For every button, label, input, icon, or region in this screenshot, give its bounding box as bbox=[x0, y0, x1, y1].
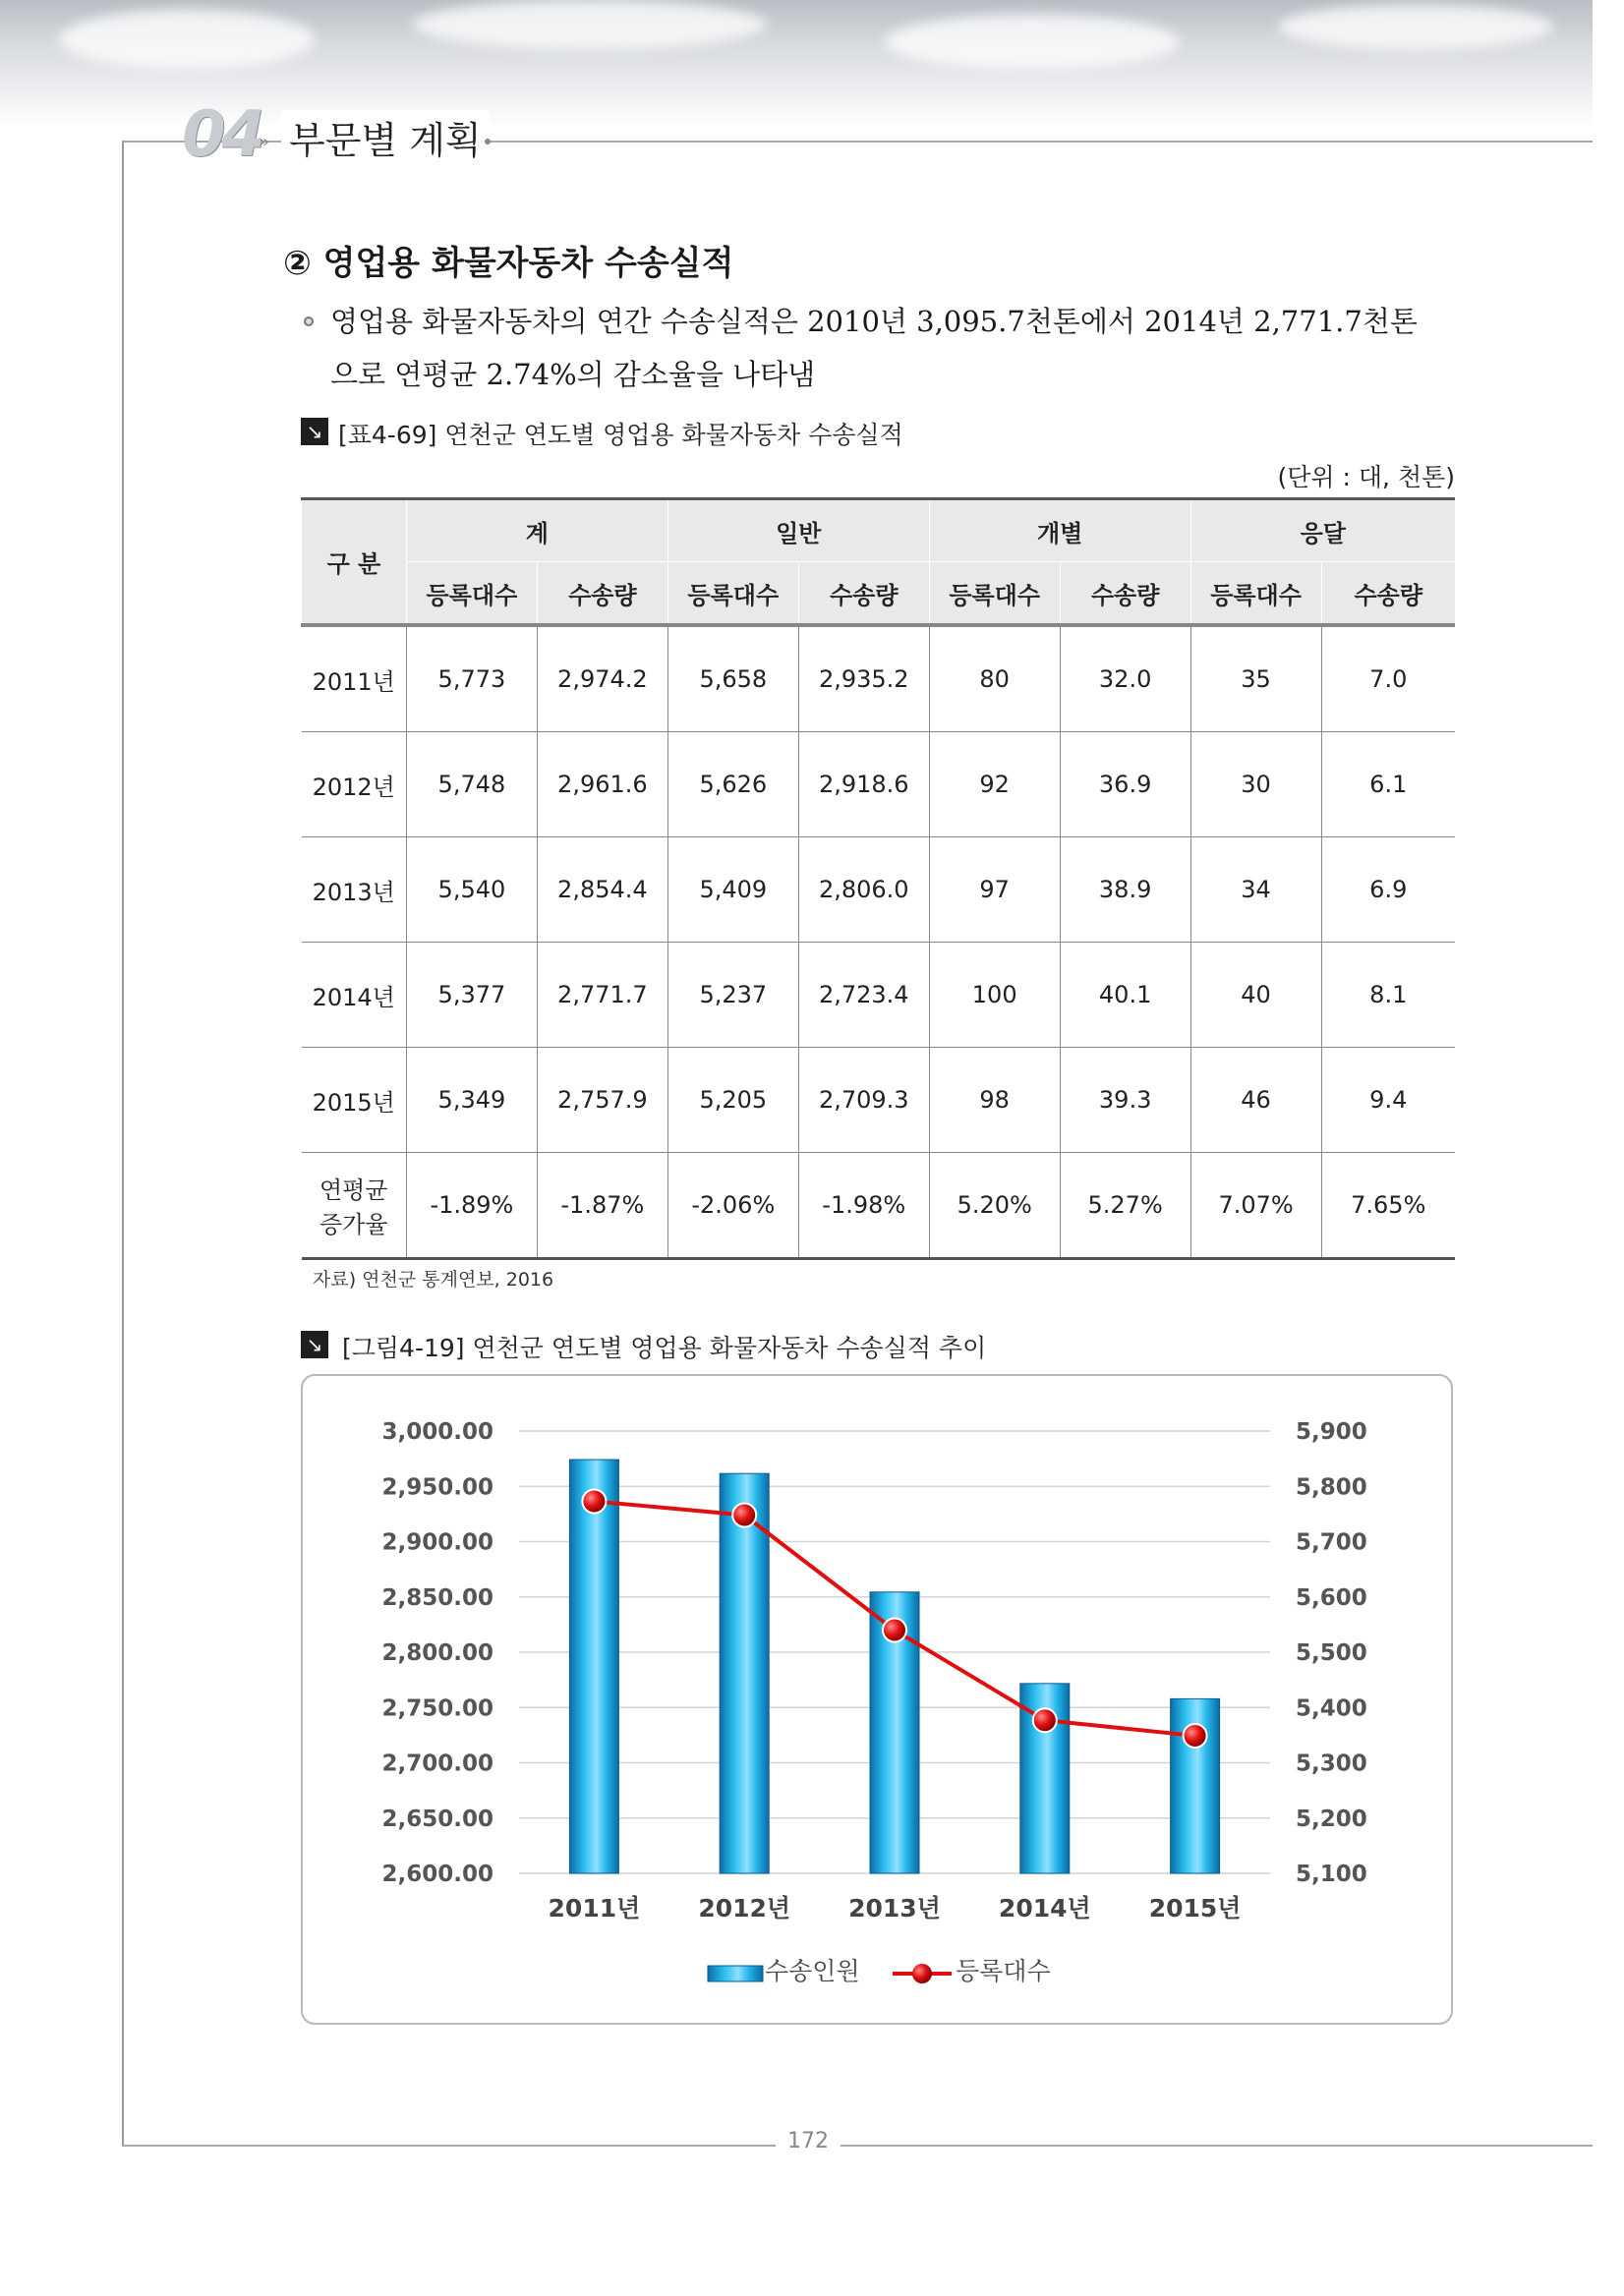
table-cell: 5.20% bbox=[929, 1153, 1060, 1259]
y-right-tick-label: 5,200 bbox=[1296, 1806, 1367, 1832]
line-point-등록대수 bbox=[883, 1619, 906, 1642]
sub-header: 수송량 bbox=[537, 562, 667, 626]
bullet-line-1: 영업용 화물자동차의 연간 수송실적은 2010년 3,095.7천톤에서 2014년 2,771.7천톤 bbox=[330, 305, 1418, 338]
y-left-tick-label: 2,600.00 bbox=[381, 1862, 493, 1887]
table-cell: 2,771.7 bbox=[537, 943, 667, 1048]
bullet-line-2: 으로 연평균 2.74%의 감소율을 나타냄 bbox=[330, 358, 816, 391]
frame-bottom-line-left bbox=[122, 2145, 776, 2147]
table-cell: 80 bbox=[929, 625, 1060, 732]
frame-left-line bbox=[122, 141, 124, 2146]
legend-label: 수송인원 bbox=[765, 1957, 860, 1985]
bar-수송인원 bbox=[569, 1460, 618, 1873]
bullet-icon bbox=[304, 316, 314, 326]
table-cell: 2,918.6 bbox=[798, 732, 929, 837]
sub-header: 등록대수 bbox=[929, 562, 1060, 626]
table-cell: 7.0 bbox=[1321, 625, 1455, 732]
table-cell: 7.65% bbox=[1321, 1153, 1455, 1259]
table-cell: 36.9 bbox=[1060, 732, 1190, 837]
table-row bbox=[302, 1153, 1456, 1259]
x-tick-label: 2012년 bbox=[698, 1894, 791, 1923]
legend-label: 등록대수 bbox=[956, 1957, 1051, 1985]
table-cell: 6.1 bbox=[1321, 732, 1455, 837]
y-right-tick-label: 5,700 bbox=[1296, 1529, 1367, 1556]
y-right-tick-label: 5,300 bbox=[1296, 1751, 1367, 1777]
bar-수송인원 bbox=[720, 1473, 769, 1873]
y-right-tick-label: 5,800 bbox=[1296, 1474, 1367, 1501]
line-point-등록대수 bbox=[1184, 1724, 1207, 1748]
sub-header: 등록대수 bbox=[667, 562, 798, 626]
table-cell: 100 bbox=[929, 943, 1060, 1048]
row-label: 2015년 bbox=[302, 1048, 407, 1153]
table-cell: 5,237 bbox=[667, 943, 798, 1048]
table-cell: 5,626 bbox=[667, 732, 798, 837]
row-label: 2011년 bbox=[302, 625, 407, 732]
table-cell: 5,773 bbox=[406, 625, 537, 732]
table-cell: 5,205 bbox=[667, 1048, 798, 1153]
table-cell: 5,409 bbox=[667, 837, 798, 943]
figure-caption: [그림4-19] 연천군 연도별 영업용 화물자동차 수송실적 추이 bbox=[342, 1334, 987, 1362]
group-header: 개별 bbox=[929, 499, 1190, 562]
table-cell: 2,935.2 bbox=[798, 625, 929, 732]
table-cell: 5,349 bbox=[406, 1048, 537, 1153]
table-source: 자료) 연천군 통계연보, 2016 bbox=[313, 1269, 554, 1291]
y-left-tick-label: 2,700.00 bbox=[381, 1751, 493, 1777]
chapter-dot-icon bbox=[485, 139, 491, 144]
row-label: 2014년 bbox=[302, 943, 407, 1048]
table-caption: [표4-69] 연천군 연도별 영업용 화물자동차 수송실적 bbox=[338, 421, 903, 449]
table-row bbox=[302, 837, 1456, 943]
y-left-tick-label: 2,650.00 bbox=[381, 1806, 493, 1832]
y-left-tick-label: 2,900.00 bbox=[381, 1529, 493, 1556]
sub-header: 등록대수 bbox=[1190, 562, 1321, 626]
table-unit: (단위 : 대, 천톤) bbox=[1277, 463, 1455, 491]
table-cell: 2,961.6 bbox=[537, 732, 667, 837]
y-right-tick-label: 5,100 bbox=[1296, 1862, 1367, 1887]
row-label-line: 연평균 bbox=[319, 1177, 388, 1204]
table-cell: 5,540 bbox=[406, 837, 537, 943]
table-cell: 92 bbox=[929, 732, 1060, 837]
table-cell: 6.9 bbox=[1321, 837, 1455, 943]
table-row bbox=[302, 943, 1456, 1048]
table-cell: 38.9 bbox=[1060, 837, 1190, 943]
section-title: ② 영업용 화물자동차 수송실적 bbox=[283, 244, 734, 283]
chart-frame bbox=[301, 1374, 1453, 2025]
chapter-title: 부문별 계획 bbox=[281, 110, 490, 164]
sub-header: 수송량 bbox=[1321, 562, 1455, 626]
group-header: 일반 bbox=[667, 499, 929, 562]
table-cell: 9.4 bbox=[1321, 1048, 1455, 1153]
row-label-line: 증가율 bbox=[319, 1211, 388, 1238]
x-tick-label: 2013년 bbox=[848, 1894, 941, 1923]
y-right-tick-label: 5,900 bbox=[1296, 1419, 1367, 1445]
table-cell: 40 bbox=[1190, 943, 1321, 1048]
table-cell: 39.3 bbox=[1060, 1048, 1190, 1153]
table-cell: -1.98% bbox=[798, 1153, 929, 1259]
chapter-number: 04 bbox=[182, 98, 262, 171]
legend-swatch-bar bbox=[708, 1966, 763, 1981]
y-right-tick-label: 5,600 bbox=[1296, 1584, 1367, 1611]
sub-header: 등록대수 bbox=[406, 562, 537, 626]
row-label-average bbox=[302, 1153, 407, 1259]
sub-header: 수송량 bbox=[1060, 562, 1190, 626]
row-label: 2013년 bbox=[302, 837, 407, 943]
table-row bbox=[302, 732, 1456, 837]
combo-chart bbox=[303, 1376, 1451, 2023]
table-cell: 34 bbox=[1190, 837, 1321, 943]
line-point-등록대수 bbox=[732, 1504, 756, 1527]
y-left-tick-label: 2,800.00 bbox=[381, 1640, 493, 1666]
table-cell: 32.0 bbox=[1060, 625, 1190, 732]
table-cell: -1.89% bbox=[406, 1153, 537, 1259]
x-tick-label: 2011년 bbox=[548, 1894, 641, 1923]
line-point-등록대수 bbox=[582, 1489, 606, 1513]
table-row bbox=[302, 625, 1456, 732]
table-cell: -2.06% bbox=[667, 1153, 798, 1259]
frame-bottom-line-right bbox=[841, 2145, 1593, 2147]
table-cell: 2,757.9 bbox=[537, 1048, 667, 1153]
section-bullet-text bbox=[330, 295, 1461, 401]
table-cell: -1.87% bbox=[537, 1153, 667, 1259]
table-cell: 30 bbox=[1190, 732, 1321, 837]
table-cell: 97 bbox=[929, 837, 1060, 943]
table-row bbox=[302, 1048, 1456, 1153]
table-cell: 7.07% bbox=[1190, 1153, 1321, 1259]
x-tick-label: 2014년 bbox=[998, 1894, 1091, 1923]
table-cell: 2,709.3 bbox=[798, 1048, 929, 1153]
table-cell: 5,377 bbox=[406, 943, 537, 1048]
legend-swatch-point bbox=[912, 1964, 932, 1983]
table-cell: 2,974.2 bbox=[537, 625, 667, 732]
y-left-tick-label: 3,000.00 bbox=[381, 1419, 493, 1445]
sub-header: 수송량 bbox=[798, 562, 929, 626]
table-cell: 40.1 bbox=[1060, 943, 1190, 1048]
table-cell: 8.1 bbox=[1321, 943, 1455, 1048]
table-cell: 5,658 bbox=[667, 625, 798, 732]
figure-caption-arrow-icon: ↘ bbox=[301, 1331, 328, 1358]
header-gubun: 구 분 bbox=[302, 499, 407, 626]
table-cell: 2,723.4 bbox=[798, 943, 929, 1048]
line-point-등록대수 bbox=[1033, 1708, 1057, 1732]
y-left-tick-label: 2,950.00 bbox=[381, 1474, 493, 1501]
table-cell: 46 bbox=[1190, 1048, 1321, 1153]
table-cell: 35 bbox=[1190, 625, 1321, 732]
x-tick-label: 2015년 bbox=[1148, 1894, 1242, 1923]
table-caption-arrow-icon: ↘ bbox=[301, 418, 328, 445]
table-cell: 2,854.4 bbox=[537, 837, 667, 943]
y-left-tick-label: 2,850.00 bbox=[381, 1584, 493, 1611]
table-cell: 98 bbox=[929, 1048, 1060, 1153]
row-label: 2012년 bbox=[302, 732, 407, 837]
group-header: 계 bbox=[406, 499, 667, 562]
table-cell: 5.27% bbox=[1060, 1153, 1190, 1259]
chapter-arrow-mark: » bbox=[259, 132, 270, 152]
page-number: 172 bbox=[787, 2129, 829, 2153]
group-header: 응달 bbox=[1190, 499, 1455, 562]
y-left-tick-label: 2,750.00 bbox=[381, 1695, 493, 1722]
transport-table bbox=[301, 497, 1455, 1260]
y-right-tick-label: 5,400 bbox=[1296, 1695, 1367, 1722]
table-cell: 5,748 bbox=[406, 732, 537, 837]
table-cell: 2,806.0 bbox=[798, 837, 929, 943]
y-right-tick-label: 5,500 bbox=[1296, 1640, 1367, 1666]
